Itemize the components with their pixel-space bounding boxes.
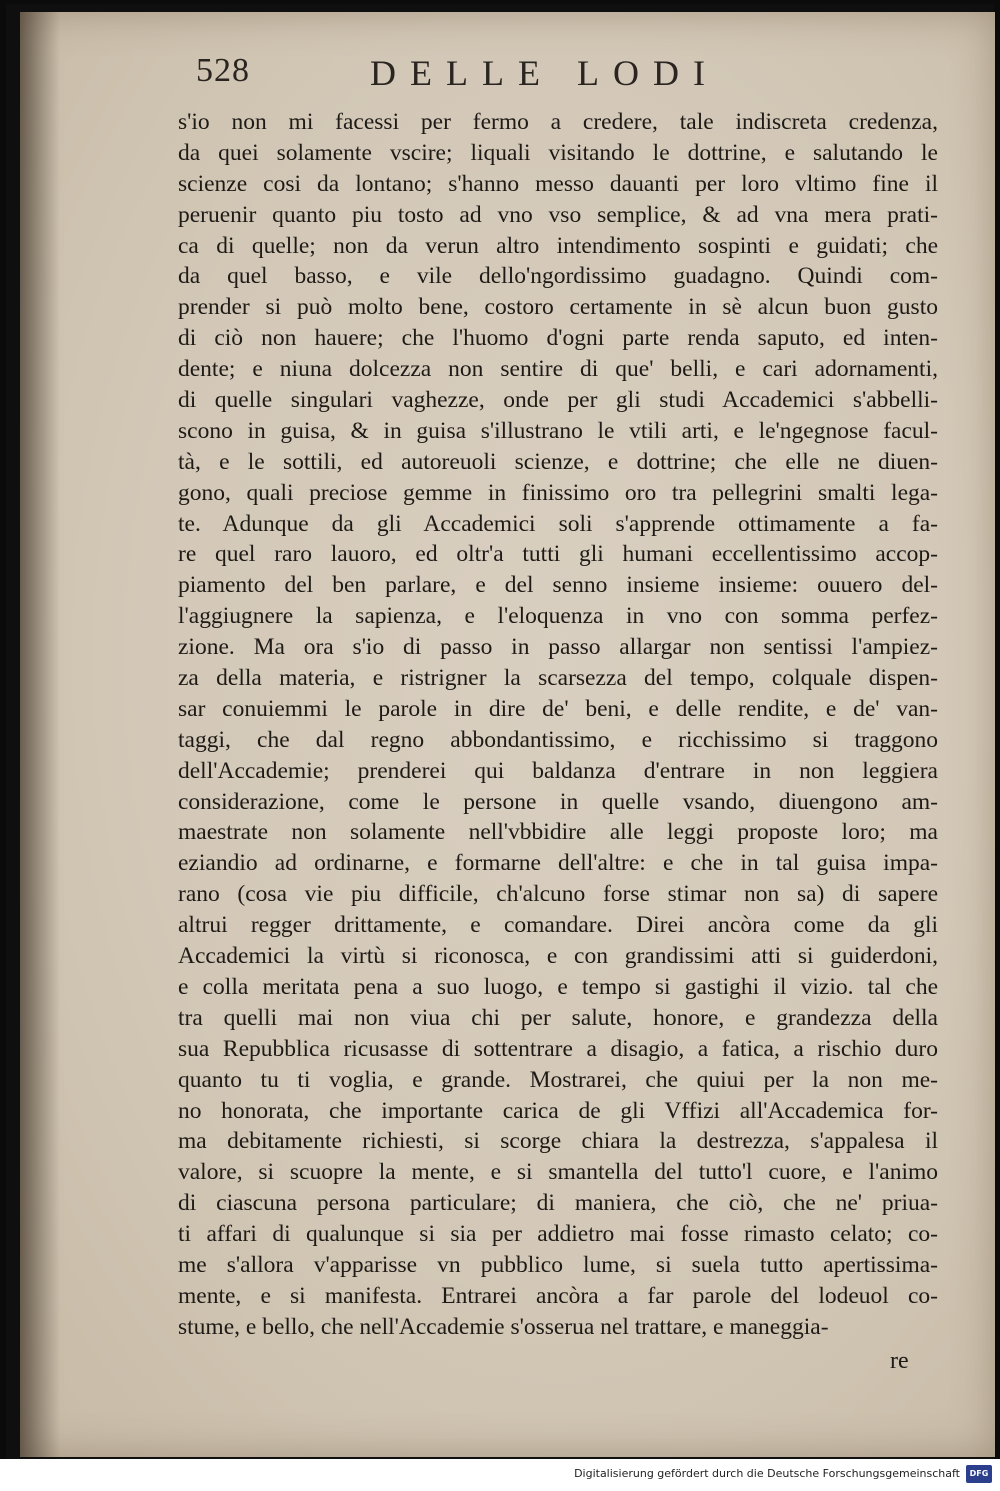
text-line: stume, e bello, che nell'Accademie s'osserua nel trattare, e maneggia- [178, 1313, 829, 1340]
text-line: s'io non mi facessi per fermo a credere, tale indiscreta credenza, [178, 109, 938, 135]
footer-credit: Digitalisierung gefördert durch die Deutsche Forschungsgemeinschaft [574, 1467, 960, 1480]
text-line: scono in guisa, & in guisa s'illustrano le vtili arti, e le'ngegnose facul- [178, 417, 938, 444]
text-line: rano (cosa vie piu difficile, ch'alcuno forse stimar non sa) di sapere [178, 881, 938, 908]
text-line: e colla meritata pena a suo luogo, e tempo si gastighi il vizio. tal che [178, 973, 938, 1000]
text-line: tra quelli mai non viua chi per salute, honore, e grandezza della [178, 1004, 938, 1031]
dfg-logo-icon: DFG [966, 1465, 992, 1483]
text-line: considerazione, come le persone in quelle vsando, diuengono am- [178, 788, 938, 815]
text-line: no honorata, che importante carica de gli Vffizi all'Accademica for- [178, 1097, 938, 1124]
text-line: me s'allora v'apparisse vn pubblico lume, si suela tutto apertissima- [178, 1251, 938, 1278]
running-title: DELLE LODI [370, 53, 719, 93]
text-line: ti affari di qualunque si sia per addietro mai fosse rimasto celato; co- [178, 1221, 938, 1248]
text-line: da quei solamente vscire; liquali visitando le dottrine, e salutando le [178, 139, 938, 166]
page-number: 528 [196, 52, 250, 89]
text-line: sua Repubblica ricusasse di sottentrare a disagio, a fatica, a rischio duro [178, 1035, 938, 1062]
text-line: sar conuiemmi le parole in dire de' beni, e delle rendite, e de' van- [178, 695, 938, 722]
text-line: scienze cosi da lontano; s'hanno messo dauanti per loro vltimo fine il [178, 170, 938, 197]
text-line: taggi, che dal regno abbondantissimo, e ricchissimo si traggono [178, 726, 938, 753]
text-line: peruenir quanto piu tosto ad vno vso semplice, & ad vna mera prati- [178, 201, 938, 228]
text-line: tà, e le sottili, ed autoreuoli scienze, e dottrine; che elle ne diuen- [178, 448, 938, 475]
text-line: mente, e si manifesta. Entrarei ancòra a far parole del lodeuol co- [178, 1282, 938, 1309]
text-line: da quel basso, e vile dello'ngordissimo guadagno. Quindi com- [178, 263, 938, 290]
page-header [0, 52, 1000, 102]
text-line: zione. Ma ora s'io di passo in passo allargar non sentissi l'ampiez- [178, 634, 938, 661]
text-line: quanto tu ti voglia, e grande. Mostrarei, che quiui per la non me- [178, 1066, 938, 1093]
text-line: gono, quali preciose gemme in finissimo oro tra pellegrini smalti lega- [178, 479, 938, 506]
text-line: valore, si scuopre la mente, e si smantella del tutto'l cuore, e l'animo [178, 1159, 938, 1186]
text-line: za della materia, e ristrigner la scarsezza del tempo, colquale dispen- [178, 665, 938, 692]
text-line: ca di quelle; non da verun altro intendimento sospinti e guidati; che [178, 232, 938, 259]
text-line: prender si può molto bene, costoro certamente in sè alcun buon gusto [178, 294, 938, 321]
body-text [178, 107, 938, 1343]
text-line: re quel raro lauoro, ed oltr'a tutti gli humani eccellentissimo accop- [178, 541, 938, 568]
text-line: di ciò non hauere; che l'huomo d'ogni parte renda saputo, ed inten- [178, 325, 938, 352]
text-line: di ciascuna persona particulare; di maniera, che ciò, che ne' priua- [178, 1190, 938, 1217]
footer-bar [0, 1459, 1000, 1491]
text-line: dell'Accademie; prenderei qui baldanza d'entrare in non leggiera [178, 757, 938, 784]
text-line: altrui regger drittamente, e comandare. Direi ancòra come da gli [178, 912, 938, 939]
text-line: eziandio ad ordinarne, e formarne dell'altre: e che in tal guisa impa- [178, 850, 938, 877]
catchword: re [890, 1348, 909, 1374]
text-line: ma debitamente richiesti, si scorge chiara la destrezza, s'appalesa il [178, 1128, 938, 1155]
text-line: maestrate non solamente nell'vbbidire alle leggi proposte loro; ma [178, 819, 938, 846]
text-line: piamento del ben parlare, e del senno insieme insieme: ouuero del- [178, 572, 938, 599]
text-line: di quelle singulari vaghezze, onde per gli studi Accademici s'abbelli- [178, 387, 938, 414]
text-line: te. Adunque da gli Accademici soli s'apprende ottimamente a fa- [178, 510, 938, 537]
text-line: l'aggiugnere la sapienza, e l'eloquenza in vno con somma perfez- [178, 603, 938, 630]
spine-shadow [20, 12, 60, 1457]
text-line: Accademici la virtù si riconosca, e con grandissimi atti si guiderdoni, [178, 943, 938, 970]
text-line: dente; e niuna dolcezza non sentire di que' belli, e cari adornamenti, [178, 356, 938, 383]
